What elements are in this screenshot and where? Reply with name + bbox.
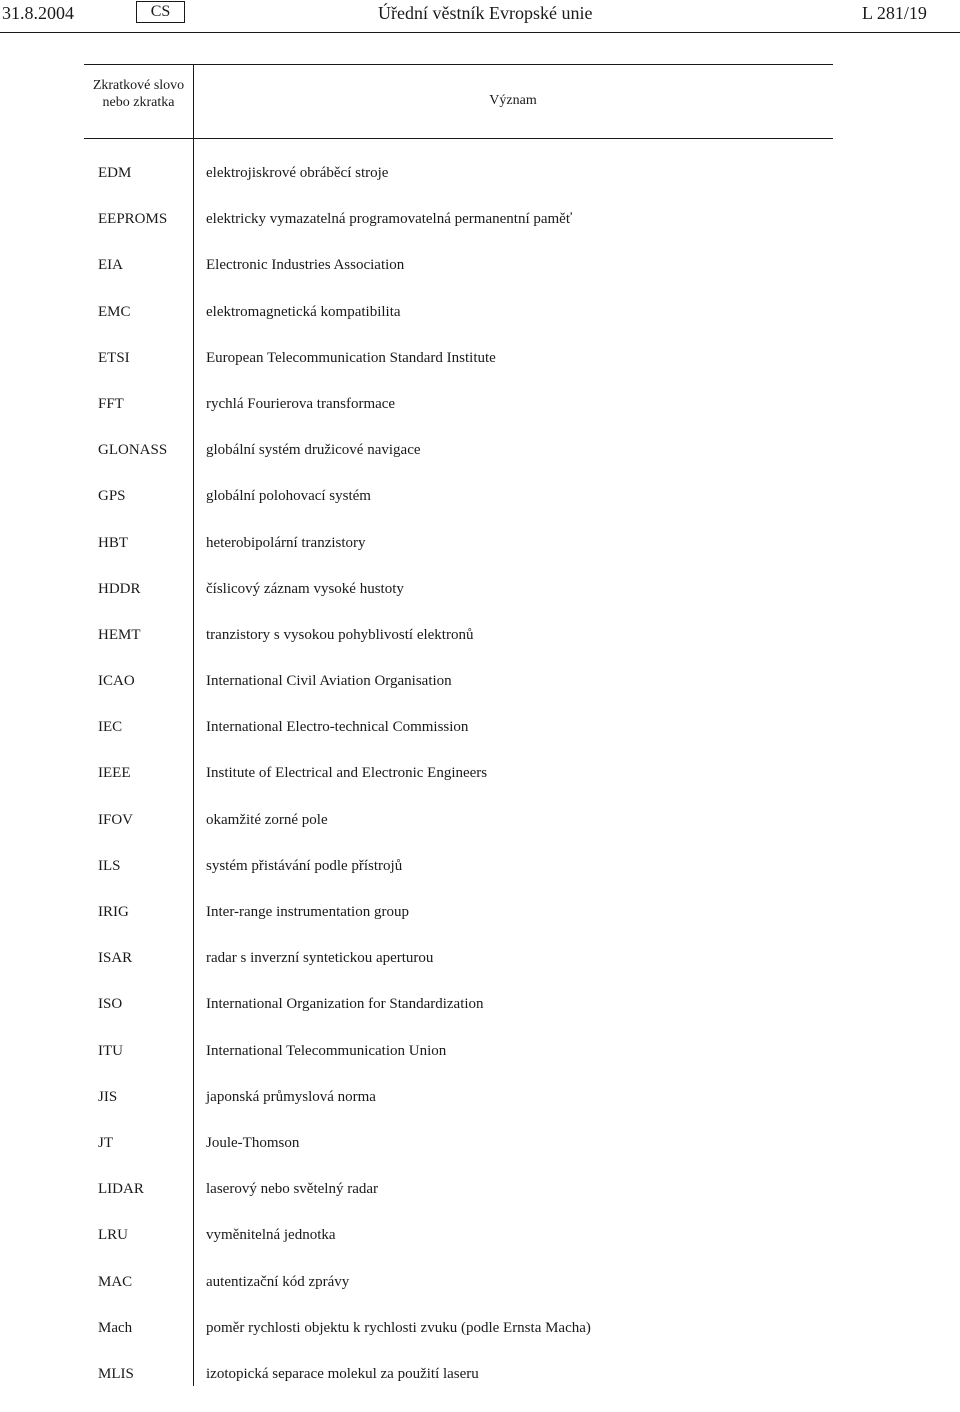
meaning-cell: číslicový záznam vysoké hustoty <box>206 580 404 597</box>
meaning-cell: rychlá Fourierova transformace <box>206 395 396 412</box>
meaning-cell: radar s inverzní syntetickou aperturou <box>206 950 434 967</box>
abbreviation-cell: IFOV <box>98 811 134 828</box>
table-row <box>0 1135 960 1181</box>
abbreviation-cell: IEEE <box>98 765 131 782</box>
table-row <box>0 858 960 904</box>
meaning-cell: vyměnitelná jednotka <box>206 1227 336 1244</box>
abbreviation-cell: Mach <box>98 1319 133 1336</box>
meaning-cell: International Civil Aviation Organisation <box>206 673 452 690</box>
meaning-cell: okamžité zorné pole <box>206 811 328 828</box>
table-row <box>0 996 960 1042</box>
abbreviation-cell: ETSI <box>98 349 130 366</box>
table-row <box>0 673 960 719</box>
table-row <box>0 1181 960 1227</box>
abbreviation-cell: EDM <box>98 165 132 181</box>
table-row <box>0 812 960 858</box>
table-row <box>0 165 960 211</box>
abbreviation-cell: HDDR <box>98 580 141 597</box>
publication-date: 31.8.2004 <box>2 3 74 23</box>
abbreviation-cell: GPS <box>98 488 126 505</box>
abbreviation-cell: ICAO <box>98 673 135 690</box>
meaning-cell: poměr rychlosti objektu k rychlosti zvuku (podle Ernsta Macha) <box>206 1319 591 1336</box>
abbreviation-cell: ISO <box>98 996 123 1013</box>
meaning-cell: elektromagnetická kompatibilita <box>206 303 401 320</box>
table-row <box>0 257 960 303</box>
meaning-cell: Institute of Electrical and Electronic Engineers <box>206 765 488 782</box>
meaning-cell: autentizační kód zprávy <box>206 1273 350 1290</box>
abbreviation-cell: EIA <box>98 257 123 274</box>
table-row <box>0 1320 960 1366</box>
abbreviation-cell: IEC <box>98 719 123 736</box>
abbreviation-cell: HEMT <box>98 626 141 643</box>
abbreviation-cell: FFT <box>98 395 124 412</box>
abbreviation-cell: EMC <box>98 303 131 320</box>
table-row <box>0 904 960 950</box>
abbreviation-cell: IRIG <box>98 904 129 920</box>
journal-title: Úřední věstník Evropské unie <box>378 3 593 23</box>
meaning-cell: systém přistávání podle přístrojů <box>206 857 403 874</box>
meaning-cell: tranzistory s vysokou pohyblivostí elektronů <box>206 626 474 643</box>
table-top-rule <box>84 64 833 65</box>
meaning-cell: International Organization for Standardization <box>206 996 484 1013</box>
table-row <box>0 535 960 581</box>
table-row <box>0 950 960 996</box>
table-row <box>0 1227 960 1273</box>
abbreviation-cell: ITU <box>98 1042 123 1059</box>
column-header-abbreviation: Zkratkové slovo nebo zkratka <box>92 78 185 110</box>
table-row <box>0 1274 960 1320</box>
abbreviation-cell: ISAR <box>98 950 133 967</box>
abbreviation-cell: GLONASS <box>98 442 168 459</box>
header-divider <box>0 32 960 33</box>
table-row <box>0 627 960 673</box>
meaning-cell: International Electro-technical Commission <box>206 719 469 736</box>
meaning-cell: elektrojiskrové obráběcí stroje <box>206 165 389 181</box>
meaning-cell: japonská průmyslová norma <box>206 1088 376 1105</box>
table-row <box>0 488 960 534</box>
abbreviation-cell: LRU <box>98 1227 128 1244</box>
page-reference: L 281/19 <box>862 3 927 23</box>
table-header-rule <box>84 138 833 139</box>
abbreviation-cell: JT <box>98 1134 113 1151</box>
abbreviation-cell: HBT <box>98 534 128 551</box>
meaning-cell: globální systém družicové navigace <box>206 442 421 459</box>
page-header <box>0 0 960 32</box>
meaning-cell: International Telecommunication Union <box>206 1042 447 1059</box>
abbreviation-cell: JIS <box>98 1088 118 1105</box>
meaning-cell: izotopická separace molekul za použití laseru <box>206 1365 479 1382</box>
abbreviation-cell: EEPROMS <box>98 211 168 228</box>
meaning-cell: European Telecommunication Standard Institute <box>206 349 496 366</box>
table-row <box>0 719 960 765</box>
meaning-cell: Inter-range instrumentation group <box>206 904 409 920</box>
abbreviation-cell: MLIS <box>98 1365 134 1382</box>
table-row <box>0 396 960 442</box>
table-row <box>0 442 960 488</box>
table-row <box>0 350 960 396</box>
table-row <box>0 211 960 257</box>
table-row <box>0 581 960 627</box>
abbreviation-cell: MAC <box>98 1273 133 1290</box>
table-row <box>0 1043 960 1089</box>
abbreviation-cell: LIDAR <box>98 1181 144 1198</box>
meaning-cell: globální polohovací systém <box>206 488 371 505</box>
meaning-cell: heterobipolární tranzistory <box>206 534 366 551</box>
table-row <box>0 1366 960 1412</box>
meaning-cell: Joule-Thomson <box>206 1134 300 1151</box>
language-code-box: CS <box>136 1 185 23</box>
meaning-cell: Electronic Industries Association <box>206 257 405 274</box>
column-header-meaning: Význam <box>489 93 537 108</box>
abbreviation-cell: ILS <box>98 857 121 874</box>
meaning-cell: elektricky vymazatelná programovatelná permanentní paměť <box>206 211 573 228</box>
table-row <box>0 1089 960 1135</box>
meaning-cell: laserový nebo světelný radar <box>206 1181 379 1198</box>
table-row <box>0 304 960 350</box>
table-row <box>0 765 960 811</box>
abbreviation-table-body <box>0 165 960 1412</box>
